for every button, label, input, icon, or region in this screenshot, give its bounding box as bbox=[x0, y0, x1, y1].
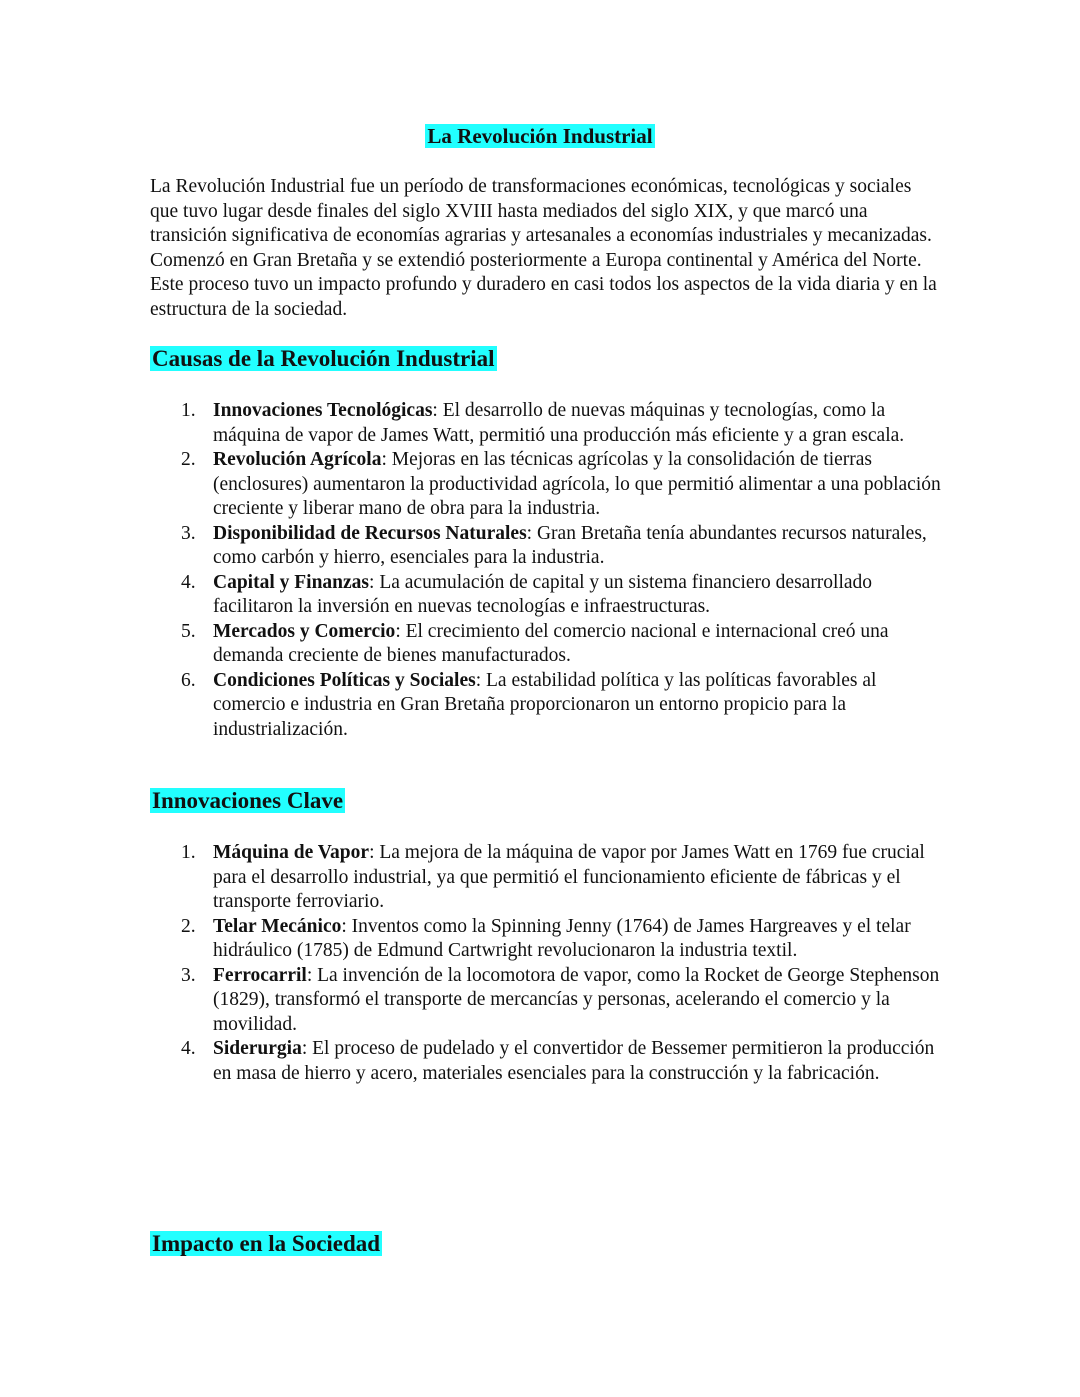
document-title bbox=[0, 124, 1080, 149]
causas-list bbox=[181, 399, 941, 742]
item-number: 2. bbox=[181, 915, 196, 937]
list-item bbox=[181, 448, 941, 522]
item-text: : La mejora de la máquina de vapor por James Watt en 1769 fue crucial para el desarrollo industrial, ya que permitió el funcionamiento eficiente de fábricas y el transporte ferroviario. bbox=[213, 842, 925, 912]
list-item bbox=[181, 841, 941, 915]
item-number: 4. bbox=[181, 1038, 196, 1059]
section-heading-text: Causas de la Revolución Industrial bbox=[152, 346, 495, 371]
item-text: : El desarrollo de nuevas máquinas y tecnologías, como la máquina de vapor de James Watt, permitió una producción más eficiente y a gran escala. bbox=[213, 400, 905, 446]
item-text: : Inventos como la Spinning Jenny (1764) de James Hargreaves y el telar hidráulico (1785) de Edmund Cartwright revolucionaron la industria textil. bbox=[213, 915, 911, 961]
item-term: Siderurgia bbox=[213, 1038, 302, 1059]
intro-paragraph: La Revolución Industrial fue un período de transformaciones económicas, tecnológicas y sociales que tuvo lugar desde finales del siglo XVIII hasta mediados del siglo XIX, y que marcó una transición significativa de economías agrarias y artesanales a economías industriales y mecanizadas. Comenzó en Gran Bretaña y se extendió posteriormente a Europa continental y América del Norte. Este proceso tuvo un impacto profundo y duradero en casi todos los aspectos de la vida diaria y en la estructura de la sociedad. bbox=[150, 176, 937, 320]
item-number: 6. bbox=[181, 669, 196, 691]
list-item bbox=[181, 1037, 941, 1086]
item-number: 5. bbox=[181, 620, 196, 642]
item-number: 1. bbox=[181, 842, 196, 863]
item-term: Condiciones Políticas y Sociales bbox=[213, 669, 476, 691]
section-heading-text: Impacto en la Sociedad bbox=[152, 1231, 381, 1256]
item-term: Ferrocarril bbox=[213, 964, 307, 986]
list-item bbox=[181, 399, 941, 448]
list-item bbox=[181, 964, 941, 1038]
item-text: : El proceso de pudelado y el convertidor de Bessemer permitieron la producción en masa de hierro y acero, materiales esenciales para la construcción y la fabricación. bbox=[213, 1038, 935, 1084]
item-text: : La estabilidad política y las políticas favorables al comercio e industria en Gran Bretaña proporcionaron un entorno propicio para la industrialización. bbox=[213, 669, 877, 740]
list-item bbox=[181, 669, 941, 743]
item-term: Revolución Agrícola bbox=[213, 449, 382, 470]
list-item bbox=[181, 915, 941, 964]
item-text: : Gran Bretaña tenía abundantes recursos naturales, como carbón y hierro, esenciales para la industria. bbox=[213, 522, 927, 568]
item-term: Telar Mecánico bbox=[213, 915, 342, 937]
item-text: : El crecimiento del comercio nacional e internacional creó una demanda creciente de bienes manufacturados. bbox=[213, 620, 889, 666]
innovaciones-list bbox=[181, 841, 941, 1086]
item-number: 2. bbox=[181, 449, 196, 470]
item-term: Máquina de Vapor bbox=[213, 842, 370, 863]
item-text: : La acumulación de capital y un sistema financiero desarrollado facilitaron la inversión en nuevas tecnologías e infraestructuras. bbox=[213, 571, 873, 617]
item-number: 3. bbox=[181, 964, 196, 986]
section-heading-impacto bbox=[150, 1231, 382, 1257]
item-term: Capital y Finanzas bbox=[213, 571, 370, 593]
section-heading-text: Innovaciones Clave bbox=[152, 788, 344, 813]
item-text: : Mejoras en las técnicas agrícolas y la consolidación de tierras (enclosures) aumentaron la productividad agrícola, lo que permitió alimentar a una población creciente y liberar mano de obra para la industria. bbox=[213, 449, 941, 519]
item-number: 1. bbox=[181, 400, 196, 421]
item-term: Innovaciones Tecnológicas bbox=[213, 400, 433, 421]
item-number: 4. bbox=[181, 571, 196, 593]
list-item bbox=[181, 522, 941, 571]
list-item bbox=[181, 620, 941, 669]
section-heading-innovaciones bbox=[150, 788, 345, 814]
list-item bbox=[181, 571, 941, 620]
item-term: Disponibilidad de Recursos Naturales bbox=[213, 522, 527, 544]
item-number: 3. bbox=[181, 522, 196, 544]
item-text: : La invención de la locomotora de vapor, como la Rocket de George Stephenson (1829), transformó el transporte de mercancías y personas, acelerando el comercio y la movilidad. bbox=[213, 964, 940, 1035]
section-heading-causas bbox=[150, 346, 497, 372]
title-text: La Revolución Industrial bbox=[427, 124, 653, 148]
item-term: Mercados y Comercio bbox=[213, 620, 396, 642]
